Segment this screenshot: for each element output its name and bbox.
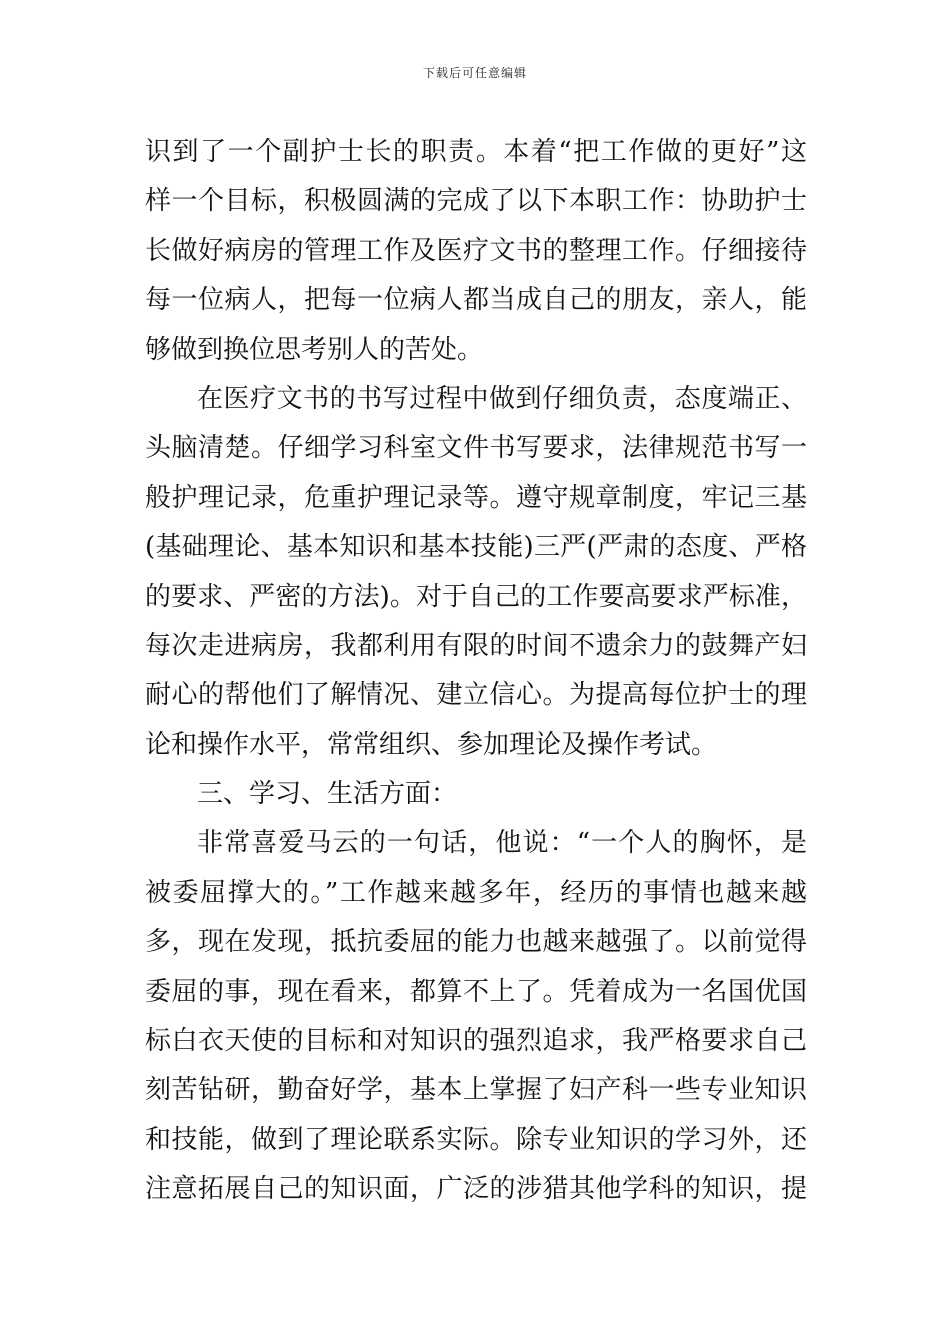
- text-line: 论和操作水平，常常组织、参加理论及操作考试。: [145, 729, 718, 760]
- body-text: [145, 128, 807, 1215]
- text-line: 般护理记录，危重护理记录等。遵守规章制度，牢记三基: [145, 482, 807, 513]
- text-line: 和技能，做到了理论联系实际。除专业知识的学习外，还: [145, 1124, 807, 1155]
- text-line: 耐心的帮他们了解情况、建立信心。为提高每位护士的理: [145, 680, 807, 711]
- page-header: 下载后可任意编辑: [422, 66, 527, 80]
- text-line: 标白衣天使的目标和对知识的强烈追求，我严格要求自己: [145, 1026, 807, 1057]
- text-line: 每一位病人，把每一位病人都当成自己的朋友，亲人，能: [145, 285, 807, 316]
- text-line: 样一个目标，积极圆满的完成了以下本职工作：协助护士: [145, 186, 807, 217]
- text-line: 长做好病房的管理工作及医疗文书的整理工作。仔细接待: [145, 235, 807, 266]
- text-line: 多，现在发现，抵抗委屈的能力也越来越强了。以前觉得: [145, 927, 807, 958]
- text-line: 识到了一个副护士长的职责。本着“把工作做的更好”这: [145, 137, 807, 167]
- text-line: 在医疗文书的书写过程中做到仔细负责，态度端正、: [197, 383, 807, 414]
- text-line: 刻苦钻研，勤奋好学，基本上掌握了妇产科一些专业知识: [145, 1075, 807, 1106]
- text-line: 委屈的事，现在看来，都算不上了。凭着成为一名国优国: [145, 976, 807, 1007]
- text-line: 注意拓展自己的知识面，广泛的涉猎其他学科的知识，提: [145, 1174, 807, 1205]
- text-line: 非常喜爱马云的一句话，他说：“一个人的胸怀，是: [197, 828, 807, 859]
- text-line: 每次走进病房，我都利用有限的时间不遗余力的鼓舞产妇: [145, 630, 807, 661]
- text-line: (基础理论、基本知识和基本技能)三严(严肃的态度、严格: [145, 532, 807, 563]
- text-line: 三、学习、生活方面：: [197, 779, 458, 810]
- text-line: 的要求、严密的方法)。对于自己的工作要高要求严标准，: [145, 581, 807, 612]
- text-line: 头脑清楚。仔细学习科室文件书写要求，法律规范书写一: [145, 433, 807, 464]
- text-line: 够做到换位思考别人的苦处。: [145, 334, 484, 365]
- text-line: 被委屈撑大的。”工作越来越多年，经历的事情也越来越: [145, 877, 807, 908]
